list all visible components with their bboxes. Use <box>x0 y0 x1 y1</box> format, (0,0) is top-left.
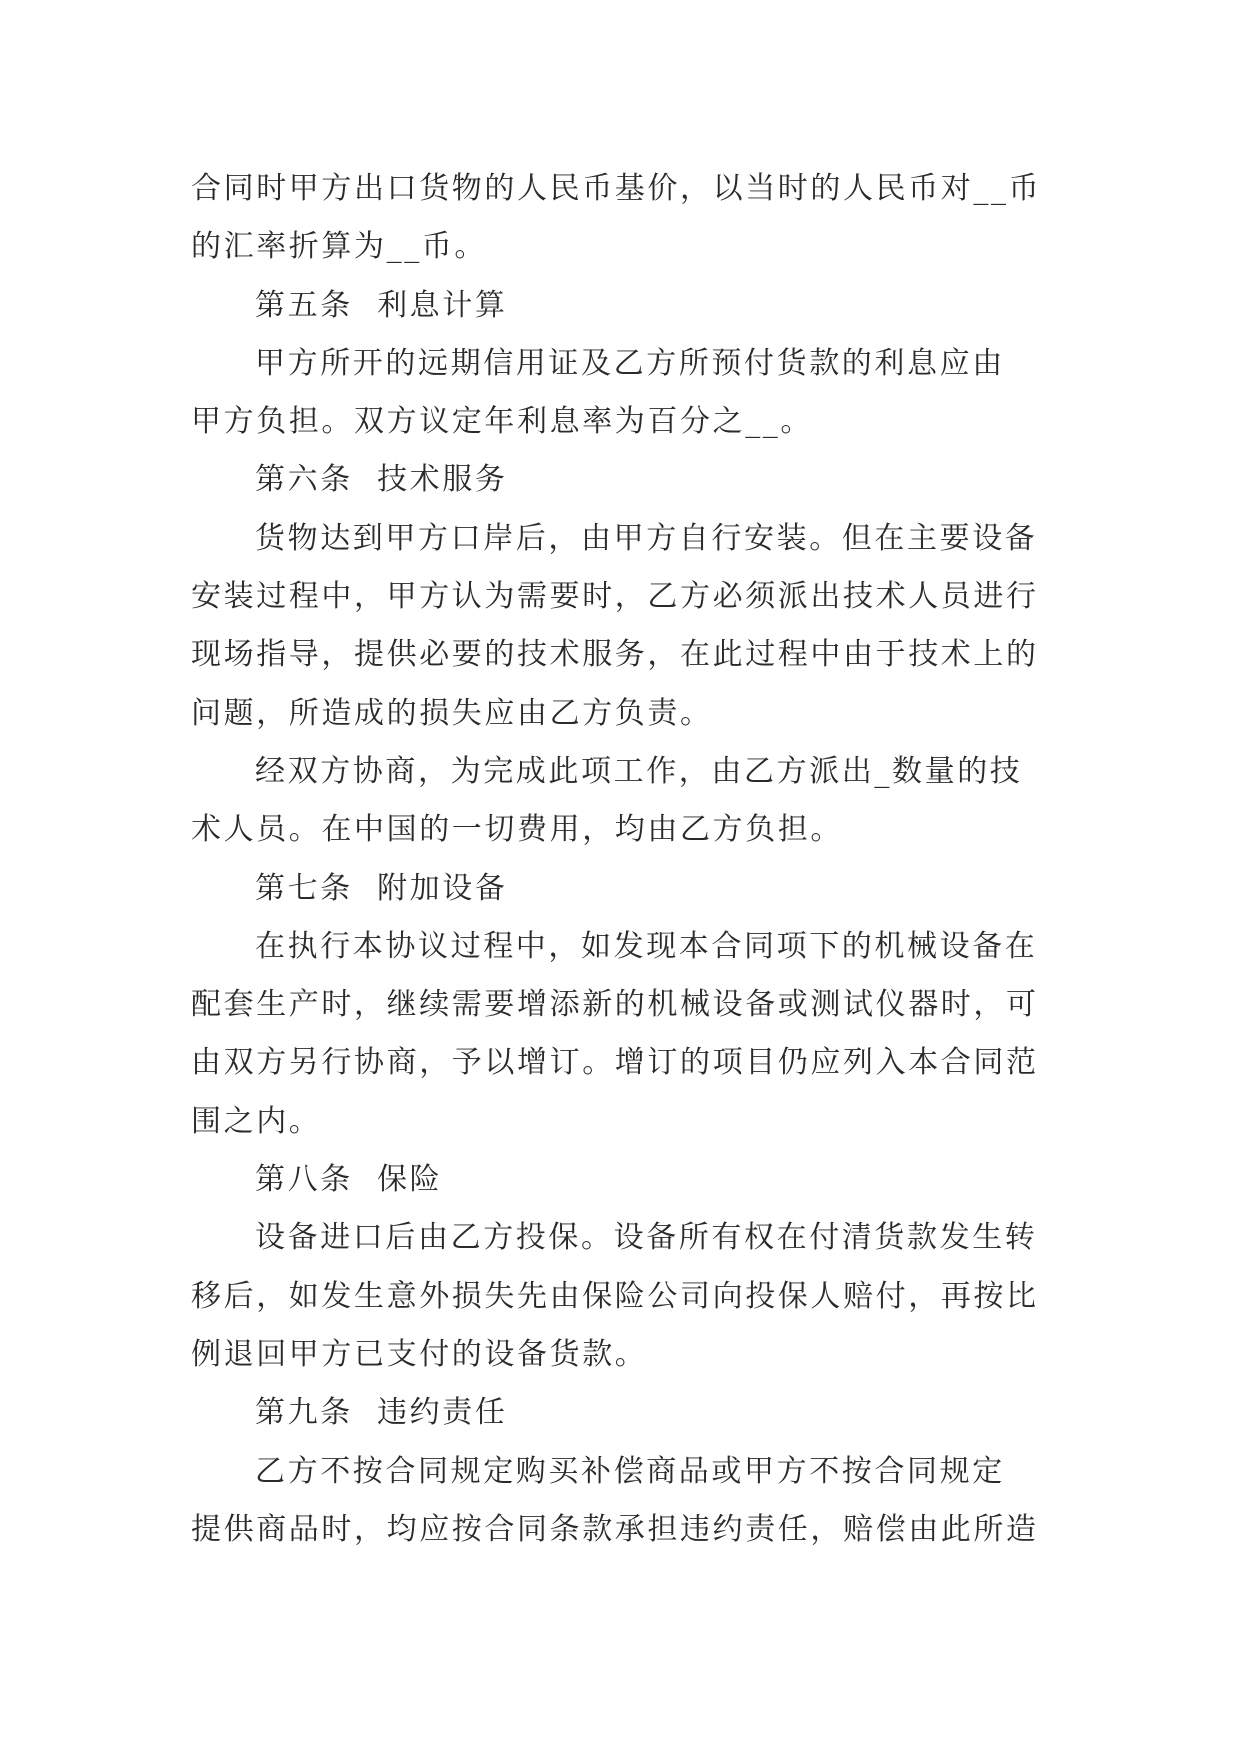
text-line: 在执行本协议过程中，如发现本合同项下的机械设备在 <box>255 928 1038 964</box>
article-heading: 第九条 违约责任 <box>255 1395 508 1431</box>
text-line: 配套生产时，继续需要增添新的机械设备或测试仪器时，可 <box>191 987 1039 1023</box>
text-line: 提供商品时，均应按合同条款承担违约责任，赔偿由此所造 <box>191 1511 1039 1547</box>
article-heading: 第七条 附加设备 <box>255 870 508 906</box>
text-line: 甲方所开的远期信用证及乙方所预付货款的利息应由 <box>255 345 1005 381</box>
text-line: 围之内。 <box>191 1103 322 1139</box>
article-heading: 第五条 利息计算 <box>255 287 508 323</box>
document-body <box>191 160 1051 1559</box>
text-line: 问题，所造成的损失应由乙方负责。 <box>191 695 713 731</box>
text-line: 的汇率折算为__币。 <box>191 229 487 265</box>
text-line: 安装过程中，甲方认为需要时，乙方必须派出技术人员进行 <box>191 579 1039 615</box>
text-line: 货物达到甲方口岸后，由甲方自行安装。但在主要设备 <box>255 520 1038 556</box>
text-line: 合同时甲方出口货物的人民币基价，以当时的人民币对__币 <box>191 171 1042 206</box>
text-line: 移后，如发生意外损失先由保险公司向投保人赔付，再按比 <box>191 1278 1039 1314</box>
text-line: 甲方负担。双方议定年利息率为百分之__。 <box>191 404 813 440</box>
article-heading: 第八条 保险 <box>255 1162 443 1198</box>
text-line: 乙方不按合同规定购买补偿商品或甲方不按合同规定 <box>255 1453 1005 1489</box>
text-line: 经双方协商，为完成此项工作，由乙方派出_数量的技 <box>255 753 1023 789</box>
text-line: 术人员。在中国的一切费用，均由乙方负担。 <box>191 812 843 848</box>
text-line: 设备进口后由乙方投保。设备所有权在付清货款发生转 <box>255 1220 1038 1256</box>
text-line: 由双方另行协商，予以增订。增订的项目仍应列入本合同范 <box>191 1045 1039 1081</box>
text-line: 现场指导，提供必要的技术服务，在此过程中由于技术上的 <box>191 637 1039 673</box>
text-line: 例退回甲方已支付的设备货款。 <box>191 1336 648 1372</box>
article-heading: 第六条 技术服务 <box>255 462 508 498</box>
